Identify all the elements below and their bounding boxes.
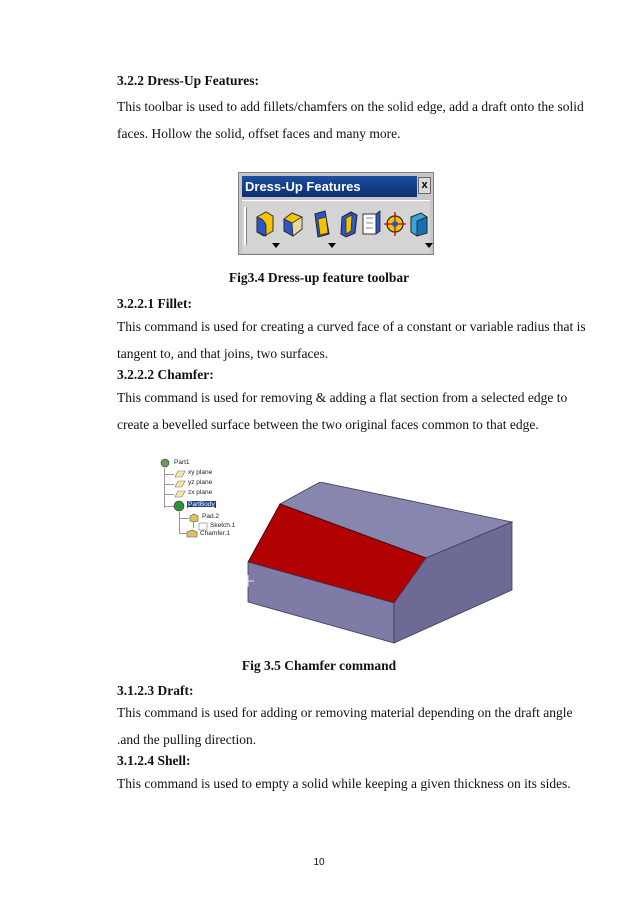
chamfer-feature-icon[interactable]	[186, 529, 198, 538]
paragraph-line: This toolbar is used to add fillets/chamfers on the solid edge, add a draft onto the solid	[117, 99, 584, 114]
section-heading: 3.2.2.2 Chamfer:	[117, 367, 214, 382]
tree-item[interactable]: Sketch.1	[210, 522, 236, 529]
remove-face-dropdown[interactable]	[425, 243, 433, 248]
section-heading: 3.1.2.3 Draft:	[117, 683, 194, 698]
paragraph-line: .and the pulling direction.	[117, 732, 257, 747]
paragraph-line: This command is used to empty a solid while keeping a given thickness on its sides.	[117, 776, 571, 791]
figure-caption: Fig 3.5 Chamfer command	[241, 658, 397, 673]
toolbar-title: Dress-Up Features	[242, 176, 417, 197]
dress-up-toolbar	[238, 172, 434, 255]
section-heading: 3.2.2.1 Fillet:	[117, 296, 192, 311]
tree-item[interactable]: xy plane	[188, 469, 213, 476]
toolbar-body	[242, 200, 430, 253]
draft-dropdown[interactable]	[328, 243, 336, 248]
thread-icon[interactable]	[384, 209, 406, 239]
thickness-icon[interactable]	[360, 209, 382, 239]
chamfered-solid-model	[240, 482, 520, 644]
page-number: 10	[313, 857, 325, 868]
part-icon[interactable]	[160, 458, 170, 468]
paragraph-line: This command is used for adding or removing material depending on the draft angle	[117, 705, 573, 720]
toolbar-grip[interactable]	[244, 207, 247, 245]
tree-item[interactable]: Part1	[174, 459, 190, 466]
tree-item[interactable]: Chamfer.1	[200, 530, 230, 537]
remove-face-icon[interactable]	[408, 209, 430, 239]
tree-item[interactable]: yz plane	[188, 479, 213, 486]
chamfer-icon[interactable]	[282, 209, 304, 239]
shell-icon[interactable]	[338, 209, 360, 239]
section-heading: 3.2.2 Dress-Up Features:	[117, 73, 259, 88]
paragraph-line: tangent to, and that joins, two surfaces.	[117, 346, 329, 361]
plane-icon[interactable]	[174, 490, 186, 498]
body-icon[interactable]	[173, 500, 185, 512]
paragraph-line: create a bevelled surface between the two original faces common to that edge.	[117, 417, 539, 432]
paragraph-line: This command is used for creating a curved face of a constant or variable radius that is	[117, 319, 586, 334]
plane-icon[interactable]	[174, 470, 186, 478]
fillet-dropdown[interactable]	[272, 243, 280, 248]
section-heading: 3.1.2.4 Shell:	[117, 753, 191, 768]
paragraph-line: faces. Hollow the solid, offset faces and many more.	[117, 126, 401, 141]
tree-item-selected[interactable]: PartBody	[188, 501, 215, 508]
draft-icon[interactable]	[310, 209, 332, 239]
tree-item[interactable]: zx plane	[188, 489, 213, 496]
figure-caption: Fig3.4 Dress-up feature toolbar	[228, 270, 410, 285]
plane-icon[interactable]	[174, 480, 186, 488]
tree-item[interactable]: Pad.2	[202, 513, 219, 520]
fillet-icon[interactable]	[254, 209, 276, 239]
close-button[interactable]: x	[418, 177, 431, 194]
paragraph-line: This command is used for removing & adding a flat section from a selected edge to	[117, 390, 568, 405]
